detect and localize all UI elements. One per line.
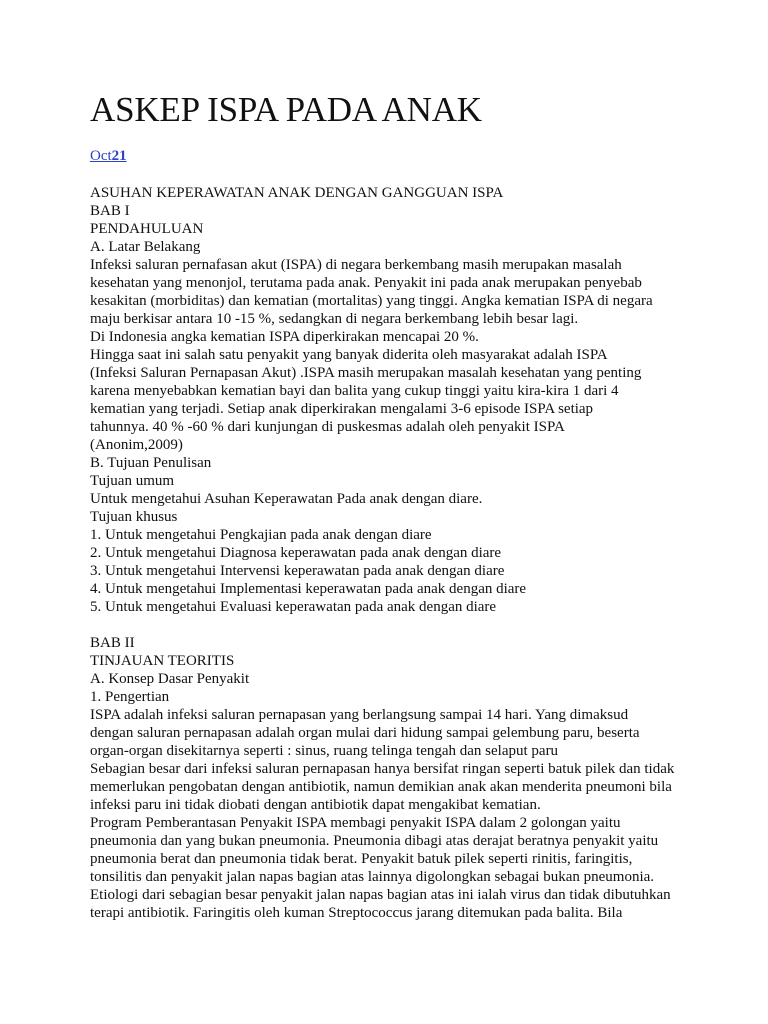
text-line: Etiologi dari sebagian besar penyakit jalan napas bagian atas ini ialah virus dan tidak dibutuhkan [90, 887, 671, 903]
text-line: BAB I [90, 203, 130, 219]
date-month: Oct [90, 148, 112, 164]
text-line: 1. Untuk mengetahui Pengkajian pada anak dengan diare [90, 527, 432, 543]
document-body [90, 184, 750, 922]
block-gap [90, 616, 750, 634]
text-line: Di Indonesia angka kematian ISPA diperkirakan mencapai 20 %. [90, 329, 479, 345]
text-line: 5. Untuk mengetahui Evaluasi keperawatan pada anak dengan diare [90, 599, 497, 615]
document-title: ASKEP ISPA PADA ANAK [90, 90, 482, 129]
text-line: memerlukan pengobatan dengan antibiotik, namun demikian anak akan menderita pneumoni bila [90, 779, 672, 795]
text-line: tahunnya. 40 % -60 % dari kunjungan di puskesmas adalah oleh penyakit ISPA [90, 419, 565, 435]
text-line: A. Konsep Dasar Penyakit [90, 671, 250, 687]
text-line: karena menyebabkan kematian bayi dan balita yang cukup tinggi yaitu kira-kira 1 dari 4 [90, 383, 619, 399]
text-line: kesakitan (morbiditas) dan kematian (mortalitas) yang tinggi. Angka kematian ISPA di negara [90, 293, 653, 309]
text-line: 1. Pengertian [90, 689, 170, 705]
text-line: (Infeksi Saluran Pernapasan Akut) .ISPA masih merupakan masalah kesehatan yang penting [90, 365, 642, 381]
text-line: ISPA adalah infeksi saluran pernapasan yang berlangsung sampai 14 hari. Yang dimaksud [90, 707, 629, 723]
text-line: PENDAHULUAN [90, 221, 204, 237]
text-line: terapi antibiotik. Faringitis oleh kuman Streptococcus jarang ditemukan pada balita. Bila [90, 905, 623, 921]
text-line: (Anonim,2009) [90, 437, 183, 453]
text-line: 3. Untuk mengetahui Intervensi keperawatan pada anak dengan diare [90, 563, 505, 579]
text-line: Tujuan umum [90, 473, 175, 489]
text-line: Program Pemberantasan Penyakit ISPA membagi penyakit ISPA dalam 2 golongan yaitu [90, 815, 621, 831]
text-line: tonsilitis dan penyakit jalan napas bagian atas lainnya digolongkan sebagai bukan pneumonia. [90, 869, 655, 885]
text-line: TINJAUAN TEORITIS [90, 653, 235, 669]
text-line: B. Tujuan Penulisan [90, 455, 212, 471]
text-line: maju berkisar antara 10 -15 %, sedangkan di negara berkembang lebih besar lagi. [90, 311, 579, 327]
text-line: Infeksi saluran pernafasan akut (ISPA) di negara berkembang masih merupakan masalah [90, 257, 622, 273]
text-line: pneumonia dan yang bukan pneumonia. Pneumonia dibagi atas derajat beratnya penyakit yaitu [90, 833, 659, 849]
text-line: 2. Untuk mengetahui Diagnosa keperawatan pada anak dengan diare [90, 545, 502, 561]
text-line: 4. Untuk mengetahui Implementasi keperawatan pada anak dengan diare [90, 581, 527, 597]
text-line: pneumonia berat dan pneumonia tidak berat. Penyakit batuk pilek seperti rinitis, faringitis, [90, 851, 633, 867]
text-line: BAB II [90, 635, 135, 651]
text-line: Untuk mengetahui Asuhan Keperawatan Pada anak dengan diare. [90, 491, 483, 507]
text-line: kematian yang terjadi. Setiap anak diperkirakan mengalami 3-6 episode ISPA setiap [90, 401, 594, 417]
text-line: ASUHAN KEPERAWATAN ANAK DENGAN GANGGUAN ISPA [90, 185, 504, 201]
text-line: Hingga saat ini salah satu penyakit yang banyak diderita oleh masyarakat adalah ISPA [90, 347, 608, 363]
text-line: A. Latar Belakang [90, 239, 201, 255]
text-line: dengan saluran pernapasan adalah organ mulai dari hidung sampai gelembung paru, beserta [90, 725, 640, 741]
date-day: 21 [111, 148, 127, 164]
text-line: kesehatan yang menonjol, terutama pada anak. Penyakit ini pada anak merupakan penyebab [90, 275, 642, 291]
text-line: organ-organ disekitarnya seperti : sinus, ruang telinga tengah dan selaput paru [90, 743, 559, 759]
post-date-link[interactable] [90, 146, 127, 166]
text-line: Tujuan khusus [90, 509, 178, 525]
text-line: Sebagian besar dari infeksi saluran pernapasan hanya bersifat ringan seperti batuk pilek dan tidak [90, 761, 675, 777]
text-line: infeksi paru ini tidak diobati dengan antibiotik dapat mengakibat kematian. [90, 797, 541, 813]
